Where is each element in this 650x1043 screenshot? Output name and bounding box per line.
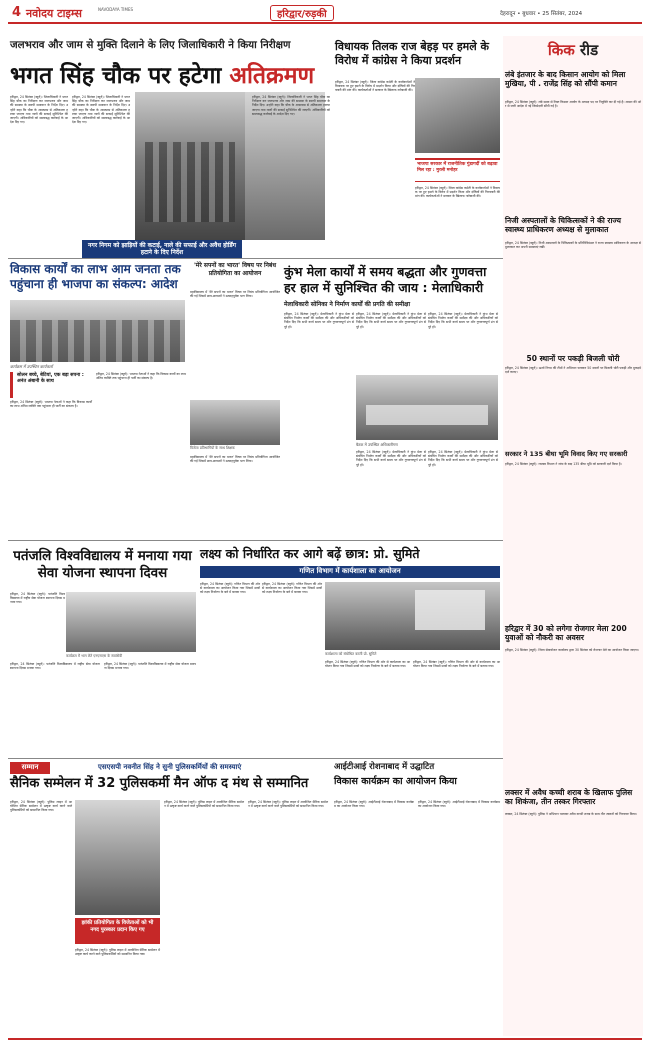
story6-body-1: हरिद्वार, 24 सितंबर (ब्यूरो): पतंजलि विश्वविद्यालय में राष्ट्रीय सेवा योजना स्थापना दिवस मनाया गया। xyxy=(10,592,65,605)
story2-headline: विधायक तिलक राज बेहड़ पर हमले के विरोध में कांग्रेस ने किया प्रदर्शन xyxy=(335,40,489,67)
story3-quote-box xyxy=(10,372,90,398)
story4-caption: विजेता प्रतिभागियों के साथ शिक्षक xyxy=(190,446,235,450)
kick-read-title xyxy=(503,40,643,60)
kick-item1-head: लंबे इंतजार के बाद किसान आयोग को मिला मुखिया, पी . राजेंद्र सिंह को सौंपी कमान xyxy=(505,70,626,88)
story3-photo-people xyxy=(10,320,185,362)
masthead xyxy=(0,0,650,24)
story8-caption: झांकी प्रतियोगिता के विजेताओं को भी नगद पुरस्कार प्रदान किए गए xyxy=(81,920,154,933)
story1-kicker: जलभराव और जाम से मुक्ति दिलाने के लिए जिलाधिकारी ने किया निरीक्षण xyxy=(10,39,291,51)
story8-body-3: हरिद्वार, 24 सितंबर (ब्यूरो): पुलिस लाइन में आयोजित सैनिक सम्मेलन में उत्कृष्ट कार्य करने वाले पुलिसकर्मियों को सम्मानित किया गया। xyxy=(164,800,244,809)
masthead-rule xyxy=(8,22,642,24)
story5-photo-table xyxy=(366,405,488,425)
story4-body-2: महाविद्यालय में 'मेरे सपनों का भारत' विषय पर निबंध प्रतियोगिता आयोजित की गई जिसमें छात्र-छात्राओं ने उत्साहपूर्वक भाग लिया। xyxy=(190,455,282,464)
dateline: देहरादून • बुधवार • 25 सितंबर, 2024 xyxy=(500,11,583,17)
story5-subhead: मेलाधिकारी सोनिका ने निर्माण कार्यों की प्रगति की समीक्षा xyxy=(284,301,411,308)
divider-top xyxy=(8,258,503,259)
story1-caption: नगर निगम को झाड़ियों की कटाई, नाले की सफाई और अवैध होर्डिंग हटाने के दिए निर्देश xyxy=(88,242,236,256)
story7-body-2: हरिद्वार, 24 सितंबर (ब्यूरो): गणित विभाग की ओर से कार्यशाला का आयोजन किया गया जिसमें छात्रों को लक्ष्य निर्धारण के बारे में बताया गया। xyxy=(262,582,324,595)
kick-item4-body: हरिद्वार, 24 सितंबर (ब्यूरो): राजस्व विभाग ने जांच के बाद 135 बीघा भूमि को सरकारी दर्ज किया है। xyxy=(505,462,622,466)
story3-body-2: हरिद्वार, 24 सितंबर (ब्यूरो): भाजपा नेताओं ने कहा कि विकास कार्यों का लाभ अंतिम व्यक्ति तक पहुंचाना ही पार्टी का संकल्प है। xyxy=(96,372,188,381)
story5-body-1: हरिद्वार, 24 सितंबर (ब्यूरो): मेलाधिकारी ने कुंभ मेला से संबंधित निर्माण कार्यों की समीक्षा की और अधिकारियों को निर्देश दिए कि सभी कार्य समय पर और गुणवत्तापूर्ण ढंग से पूरे हों। xyxy=(284,312,356,329)
kick-item4-head: सरकार ने 135 बीघा भूमि विवाद किए गए सरकारी xyxy=(505,450,628,458)
story7-caption: कार्यशाला को संबोधित करती प्रो. सुमिते xyxy=(325,652,377,656)
story1-body-col3: हरिद्वार, 24 सितंबर (ब्यूरो): जिलाधिकारी ने भगत सिंह चौक का निरीक्षण कर जलभराव और जाम की समस्या के स्थायी समाधान के निर्देश दिए। उन्होंने कहा कि चौक के आसपास से अतिक्रमण हटाया जाएगा तथा नालों की सफाई सुनिश्चित की जाएगी। अधिकारियों को समयबद्ध कार्रवाई के आदेश दिए गए। xyxy=(252,95,332,116)
story9-headline: विकास कार्यक्रम का आयोजन किया xyxy=(334,776,457,787)
story5-photo xyxy=(356,375,498,440)
story4-headline: 'मेरे सपनों का भारत' विषय पर निबंध प्रतियोगिता का आयोजन xyxy=(193,262,277,277)
story1-headline-accent: अतिक्रमण xyxy=(229,63,315,89)
story3-quote: सोलन बच्चे, बेटियां, एक बड़ा सपना : अनंत अंबानी के साथ xyxy=(17,373,84,384)
story5-body-2: हरिद्वार, 24 सितंबर (ब्यूरो): मेलाधिकारी ने कुंभ मेला से संबंधित निर्माण कार्यों की समीक्षा की और अधिकारियों को निर्देश दिए कि सभी कार्य समय पर और गुणवत्तापूर्ण ढंग से पूरे हों। xyxy=(356,312,428,329)
story7-body-3: हरिद्वार, 24 सितंबर (ब्यूरो): गणित विभाग की ओर से कार्यशाला का आयोजन किया गया जिसमें छात्रों को लक्ष्य निर्धारण के बारे में बताया गया। xyxy=(325,660,410,669)
story7-body-4: हरिद्वार, 24 सितंबर (ब्यूरो): गणित विभाग की ओर से कार्यशाला का आयोजन किया गया जिसमें छात्रों को लक्ष्य निर्धारण के बारे में बताया गया। xyxy=(413,660,500,669)
story6-photo xyxy=(66,592,196,652)
divider-mid xyxy=(8,540,503,541)
story1-headline xyxy=(10,62,340,90)
story1-body-col2: हरिद्वार, 24 सितंबर (ब्यूरो): जिलाधिकारी ने भगत सिंह चौक का निरीक्षण कर जलभराव और जाम की समस्या के स्थायी समाधान के निर्देश दिए। उन्होंने कहा कि चौक के आसपास से अतिक्रमण हटाया जाएगा तथा नालों की सफाई सुनिश्चित की जाएगी। अधिकारियों को समयबद्ध कार्रवाई के आदेश दिए गए। xyxy=(72,95,132,125)
story5-headline: कुंभ मेला कार्यों में समय बद्धता और गुणवत्ता हर हाल में सुनिश्चित की जाय : मेलाधिकारी xyxy=(284,264,487,295)
story8-tag xyxy=(10,762,50,774)
story8-caption-box xyxy=(75,918,160,944)
story8-kicker: एसएसपी नवनीत सिंह ने सुनी पुलिसकर्मियों की समस्याएं xyxy=(98,763,242,771)
story7-headline: लक्ष्य को निर्धारित कर आगे बढ़ें छात्र: प्रो. सुमिते xyxy=(200,546,420,561)
kick-item3-body: हरिद्वार, 24 सितंबर (ब्यूरो): ऊर्जा निगम की टीमों ने अभियान चलाकर 50 स्थानों पर बिजली चोरी पकड़ी और मुकदमे दर्ज कराए। xyxy=(505,366,643,375)
divider-low xyxy=(8,758,503,759)
story8-body-4: हरिद्वार, 24 सितंबर (ब्यूरो): पुलिस लाइन में आयोजित सैनिक सम्मेलन में उत्कृष्ट कार्य करने वाले पुलिसकर्मियों को सम्मानित किया गया। xyxy=(248,800,328,809)
story2-body-2: हरिद्वार, 24 सितंबर (ब्यूरो): जिला कांग्रेस कमेटी के कार्यकर्ताओं ने विधायक पर हुए हमले के विरोध में प्रदर्शन किया और दोषियों की गिरफ्तारी की मांग की। कार्यकर्ताओं ने सरकार के खिलाफ नारेबाजी की। xyxy=(415,186,502,199)
story2-quote: भाजपा सरकार में राजनीतिक गुंडागर्दी को बढ़ावा मिल रहा : मुरली मनोहर xyxy=(417,162,498,173)
story4-photo xyxy=(190,400,280,445)
story6-body-3: हरिद्वार, 24 सितंबर (ब्यूरो): पतंजलि विश्वविद्यालय में राष्ट्रीय सेवा योजना स्थापना दिवस मनाया गया। xyxy=(104,662,196,671)
story6-body-2: हरिद्वार, 24 सितंबर (ब्यूरो): पतंजलि विश्वविद्यालय में राष्ट्रीय सेवा योजना स्थापना दिवस मनाया गया। xyxy=(10,662,102,671)
story1-caption-box xyxy=(82,240,242,258)
paper-sub: NAVODAYA TIMES xyxy=(98,7,134,12)
section-name: हरिद्वार/रुड़की xyxy=(270,5,334,21)
story9-kicker: आईटीआई रोशनाबाद में उद्घाटित xyxy=(334,762,435,772)
kick-item1-body: हरिद्वार, 24 सितंबर (ब्यूरो): लंबे समय से रिक्त किसान आयोग के अध्यक्ष पद पर नियुक्ति कर दी गई है। शासन की ओर से जारी आदेश में नई जिम्मेदारी सौंपी गई है। xyxy=(505,100,641,109)
story3-photo xyxy=(10,300,185,362)
kick-item2-head: निजी अस्पतालों के चिकित्सकों ने की राज्य स्वास्थ्य प्राधिकरण अध्यक्ष से मुलाकात xyxy=(505,216,622,234)
story3-headline: विकास कार्यों का लाभ आम जनता तक पहुंचाना ही भाजपा का संकल्प: आदेश xyxy=(10,262,181,291)
kick-item6-body: लक्सर, 24 सितंबर (ब्यूरो): पुलिस ने अभियान चलाकर अवैध कच्ची शराब के साथ तीन तस्करों को गिरफ्तार किया। xyxy=(505,812,637,816)
story6-headline: पतंजलि विश्वविद्यालय में मनाया गया सेवा योजना स्थापना दिवस xyxy=(13,548,192,581)
story5-body-5: हरिद्वार, 24 सितंबर (ब्यूरो): मेलाधिकारी ने कुंभ मेला से संबंधित निर्माण कार्यों की समीक्षा की और अधिकारियों को निर्देश दिए कि सभी कार्य समय पर और गुणवत्तापूर्ण ढंग से पूरे हों। xyxy=(428,450,500,467)
page-number: 4 xyxy=(12,5,22,20)
story2-quote-box xyxy=(415,158,500,182)
story3-body-1: हरिद्वार, 24 सितंबर (ब्यूरो): भाजपा नेताओं ने कहा कि विकास कार्यों का लाभ अंतिम व्यक्ति तक पहुंचाना ही पार्टी का संकल्प है। xyxy=(10,400,94,409)
story7-subhead: गणित विभाग में कार्यशाला का आयोजन xyxy=(299,567,401,575)
story2-body-1: हरिद्वार, 24 सितंबर (ब्यूरो): जिला कांग्रेस कमेटी के कार्यकर्ताओं विधायक पर हुए हमले के विरोध में प्रदर्शन किया और दोषियों की गिरफ्तारी की मांग की। कार्यकर्ताओं ने सरकार के खिलाफ नारेबाजी की। xyxy=(335,80,415,93)
kick-read-title-b: रीड xyxy=(580,41,599,59)
kick-item2-body: हरिद्वार, 24 सितंबर (ब्यूरो): निजी अस्पतालों के चिकित्सकों के प्रतिनिधिमंडल ने राज्य स्वास्थ्य प्राधिकरण के अध्यक्ष से मुलाकात कर अपनी समस्याएं रखीं। xyxy=(505,241,643,250)
story6-caption: कार्यक्रम में भाग लेते एनएसएस के स्वयंसेवी xyxy=(66,654,123,658)
kick-item3-head: 50 स्थानों पर पकड़ी बिजली चोरी xyxy=(526,354,620,363)
kick-item5-body: हरिद्वार, 24 सितंबर (ब्यूरो): जिला सेवायोजन कार्यालय द्वारा 30 सितंबर को रोजगार मेले का आयोजन किया जाएगा। xyxy=(505,648,639,652)
story7-photo xyxy=(325,582,500,650)
story5-body-4: हरिद्वार, 24 सितंबर (ब्यूरो): मेलाधिकारी ने कुंभ मेला से संबंधित निर्माण कार्यों की समीक्षा की और अधिकारियों को निर्देश दिए कि सभी कार्य समय पर और गुणवत्तापूर्ण ढंग से पूरे हों। xyxy=(356,450,428,467)
story1-photo xyxy=(135,92,245,240)
kick-read-title-a: किक xyxy=(547,41,581,59)
kick-item5-head: हरिद्वार में 30 को लगेगा रोजगार मेला 200 युवाओं को नौकरी का अवसर xyxy=(505,624,627,642)
story8-body-2: हरिद्वार, 24 सितंबर (ब्यूरो): पुलिस लाइन में आयोजित सैनिक सम्मेलन में उत्कृष्ट कार्य करने वाले पुलिसकर्मियों को सम्मानित किया गया। xyxy=(75,948,162,957)
photo-figures xyxy=(145,142,235,222)
paper-name: नवोदय टाइम्स xyxy=(26,7,82,20)
story7-subhead-bar xyxy=(200,566,500,578)
kick-read-panel xyxy=(503,36,643,1036)
story7-body-1: हरिद्वार, 24 सितंबर (ब्यूरो): गणित विभाग की ओर से कार्यशाला का आयोजन किया गया जिसमें छात्रों को लक्ष्य निर्धारण के बारे में बताया गया। xyxy=(200,582,262,595)
story8-body-1: हरिद्वार, 24 सितंबर (ब्यूरो): पुलिस लाइन में आयोजित सैनिक सम्मेलन में उत्कृष्ट कार्य करने वाले पुलिसकर्मियों को सम्मानित किया गया। xyxy=(10,800,74,813)
story8-headline: सैनिक सम्मेलन में 32 पुलिसकर्मी मैन ऑफ द मंथ से सम्मानित xyxy=(10,776,309,791)
story9-body-2: हरिद्वार, 24 सितंबर (ब्यूरो): आईटीआई रोशनाबाद में विकास कार्यक्रम का आयोजन किया गया। xyxy=(418,800,502,809)
story8-photo xyxy=(75,800,160,915)
story9-body-1: हरिद्वार, 24 सितंबर (ब्यूरो): आईटीआई रोशनाबाद में विकास कार्यक्रम का आयोजन किया गया। xyxy=(334,800,414,809)
page-bottom-rule xyxy=(8,1038,642,1040)
kick-item6-head: लक्सर में अवैध कच्ची शराब के खिलाफ पुलिस का शिकंजा, तीन तस्कर गिरफ्तार xyxy=(505,788,633,806)
story3-caption: कार्यक्रम में उपस्थित कार्यकर्ता xyxy=(10,364,53,369)
story5-body-3: हरिद्वार, 24 सितंबर (ब्यूरो): मेलाधिकारी ने कुंभ मेला से संबंधित निर्माण कार्यों की समीक्षा की और अधिकारियों को निर्देश दिए कि सभी कार्य समय पर और गुणवत्तापूर्ण ढंग से पूरे हों। xyxy=(428,312,500,329)
story1-body-col1: हरिद्वार, 24 सितंबर (ब्यूरो): जिलाधिकारी ने भगत सिंह चौक का निरीक्षण कर जलभराव और जाम की समस्या के स्थायी समाधान के निर्देश दिए। उन्होंने कहा कि चौक के आसपास से अतिक्रमण हटाया जाएगा तथा नालों की सफाई सुनिश्चित की जाएगी। अधिकारियों को समयबद्ध कार्रवाई के आदेश दिए गए। xyxy=(10,95,70,125)
story4-body: महाविद्यालय में 'मेरे सपनों का भारत' विषय पर निबंध प्रतियोगिता आयोजित की गई जिसमें छात्र-छात्राओं ने उत्साहपूर्वक भाग लिया। xyxy=(190,290,282,299)
story2-photo xyxy=(415,78,500,153)
story7-photo-screen xyxy=(415,590,485,630)
story1-headline-main: भगत सिंह चौक पर हटेगा xyxy=(10,63,230,89)
story8-tag-label: सम्मान xyxy=(21,763,39,771)
story5-caption: बैठक में उपस्थित अधिकारीगण xyxy=(356,442,398,447)
